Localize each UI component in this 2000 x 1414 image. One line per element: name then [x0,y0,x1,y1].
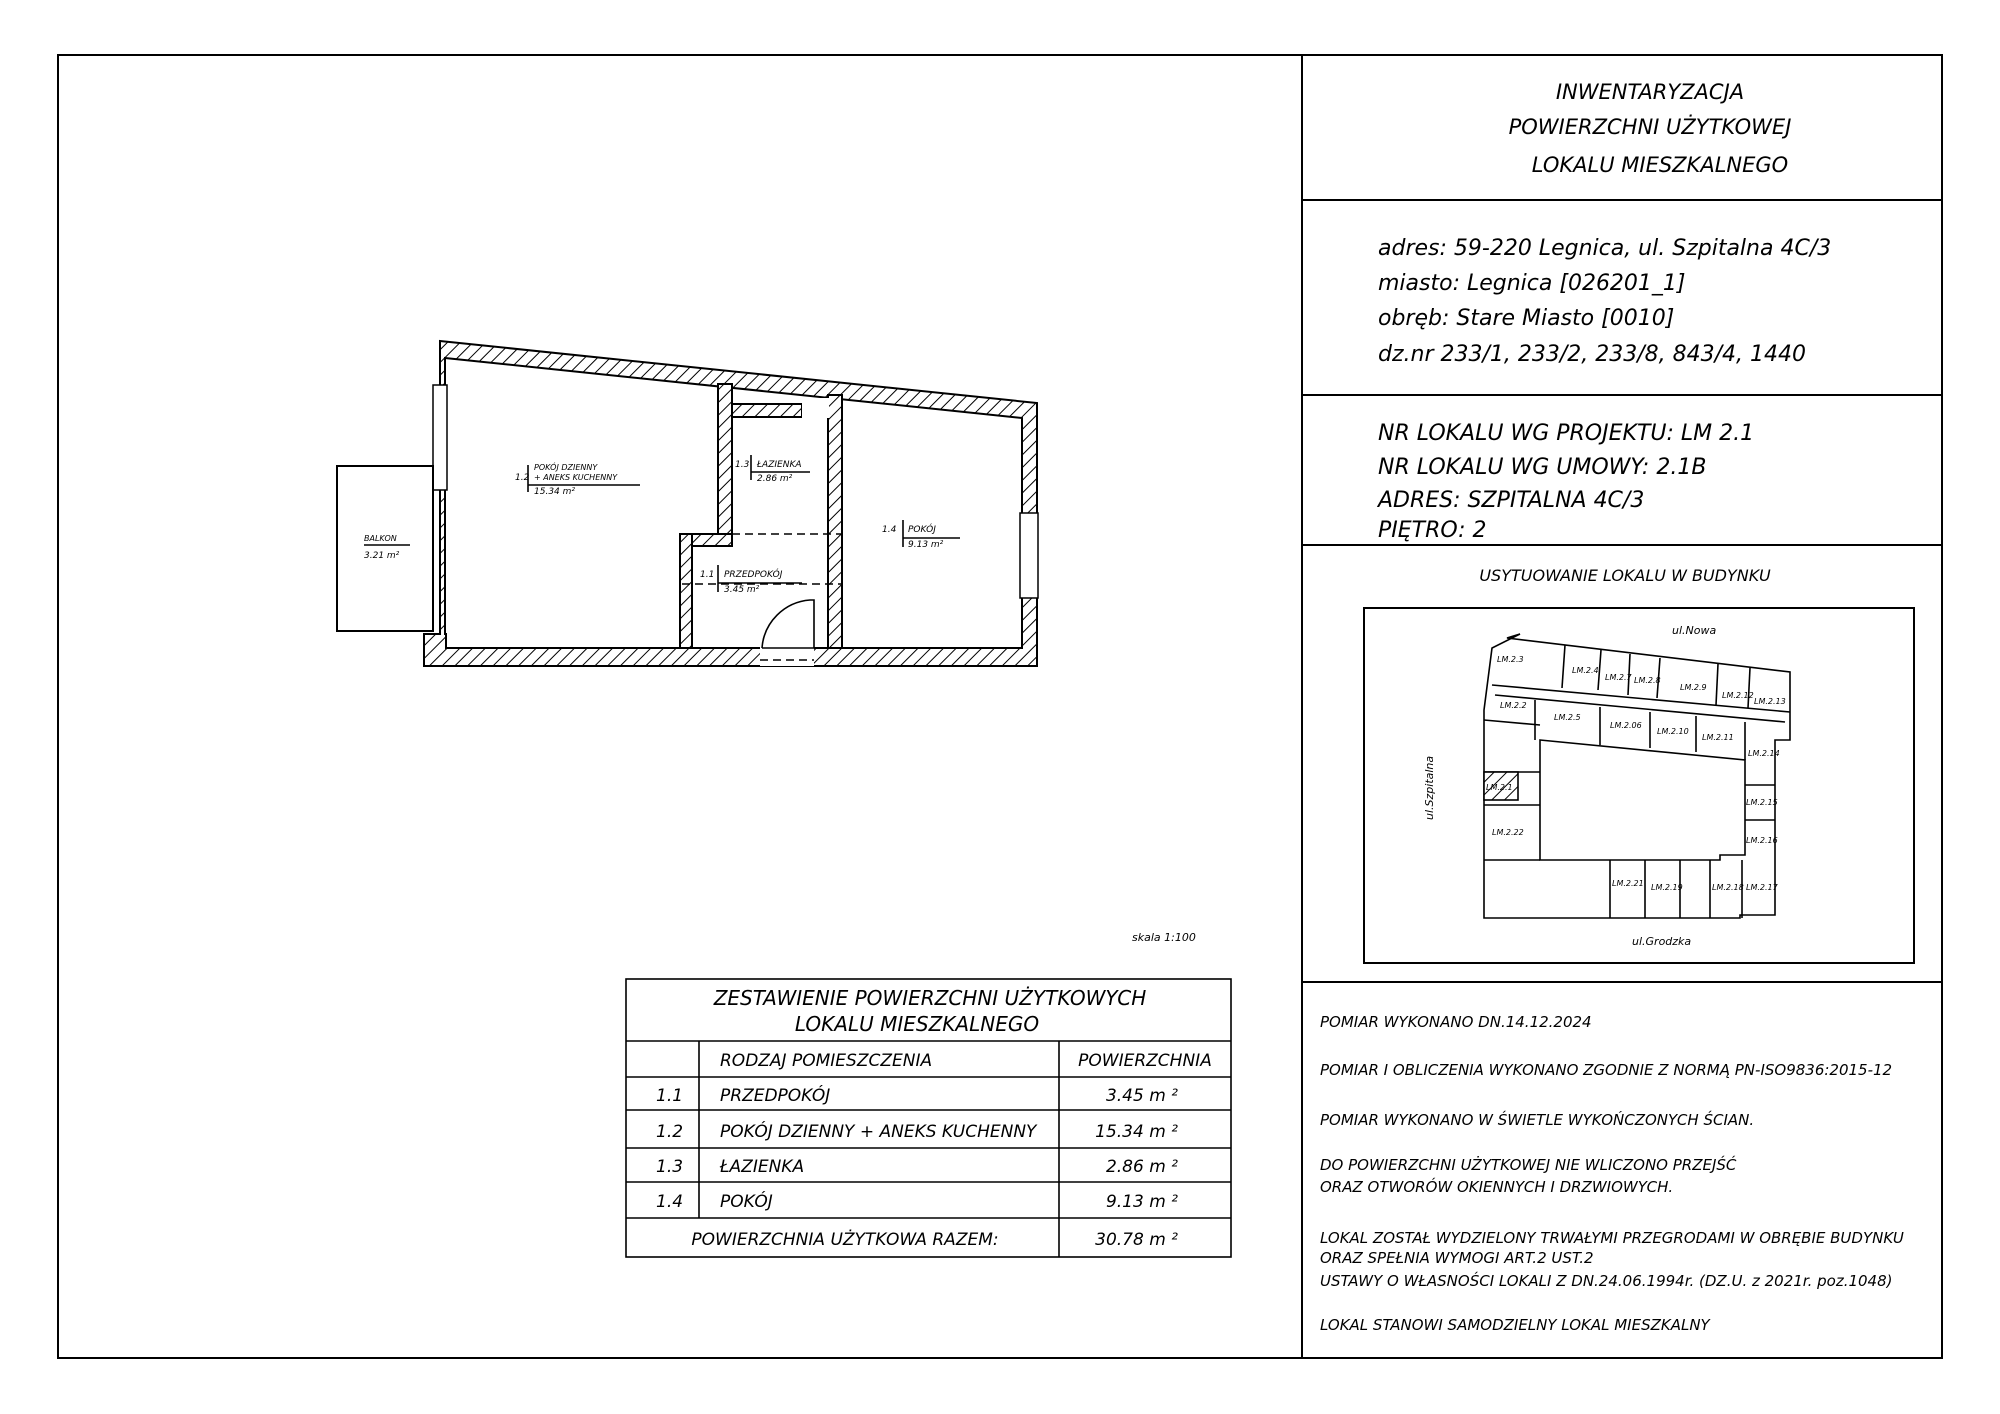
site-unit-label: LM.2.19 [1651,883,1683,892]
table-row [656,1084,1178,1106]
address-line: adres: 59-220 Legnica, ul. Szpitalna 4C/3 [1378,236,1832,261]
entry-door-gap [760,646,814,666]
row-name: POKÓJ [720,1192,773,1212]
room-name: + ANEKS KUCHENNY [534,473,618,482]
room-number: 1.2 [515,473,530,483]
site-unit-label: LM.2.11 [1702,733,1734,742]
site-unit-label: LM.2.15 [1746,798,1778,807]
row-number: 1.4 [656,1192,684,1212]
room-name: PRZEDPOKÓJ [724,570,783,580]
balcony-name: BALKON [364,534,397,543]
row-number: 1.3 [656,1157,684,1177]
balcony [337,466,433,631]
site-unit-label: LM.2.21 [1612,879,1644,888]
site-unit-label: LM.2.7 [1605,673,1632,682]
row-number: 1.1 [656,1086,684,1106]
location-title: USYTUOWANIE LOKALU W BUDYNKU [1479,566,1771,585]
room-name: POKÓJ [908,525,936,535]
street-south: ul.Grodzka [1632,935,1692,948]
site-unit-label: LM.2.16 [1746,836,1778,845]
row-area: 2.86 m ² [1105,1157,1178,1177]
room-label-1-1 [700,565,802,595]
site-unit-label: LM.2.13 [1754,697,1786,706]
table-row [656,1190,1178,1212]
note-line: LOKAL STANOWI SAMODZIELNY LOKAL MIESZKALNY [1320,1316,1710,1334]
note-line: POMIAR WYKONANO W ŚWIETLE WYKOŃCZONYCH ŚCIAN. [1320,1111,1755,1129]
room-area: 2.86 m² [757,474,793,484]
site-unit-label: LM.2.14 [1748,749,1780,758]
unit-info-line: NR LOKALU WG UMOWY: 2.1B [1378,455,1707,480]
street-west: ul.Szpitalna [1423,755,1436,820]
window [1020,513,1038,598]
title-line: POWIERZCHNI UŻYTKOWEJ [1508,115,1792,139]
balcony-area: 3.21 m² [364,551,400,561]
site-unit-label: LM.2.22 [1492,828,1524,837]
site-plan-frame [1364,608,1914,963]
street-north: ul.Nowa [1672,624,1717,637]
header-room-type: RODZAJ POMIESZCZENIA [720,1051,933,1071]
row-number: 1.2 [656,1122,684,1142]
room-name: POKÓJ DZIENNY [534,463,598,472]
note-line: ORAZ OTWORÓW OKIENNYCH I DRZWIOWYCH. [1320,1178,1674,1196]
address-block [1378,236,1831,367]
address-line: dz.nr 233/1, 233/2, 233/8, 843/4, 1440 [1378,342,1807,367]
room-area: 15.34 m² [534,487,576,497]
site-unit-label: LM.2.2 [1500,701,1527,710]
note-line: ORAZ SPEŁNIA WYMOGI ART.2 UST.2 [1320,1249,1594,1267]
note-line: DO POWIERZCHNI UŻYTKOWEJ NIE WLICZONO PRZEJŚĆ [1320,1156,1737,1174]
row-area: 9.13 m ² [1105,1192,1178,1212]
room-number: 1.1 [700,570,715,580]
entry-door [762,600,814,648]
window [433,385,447,490]
unit-info-line: NR LOKALU WG PROJEKTU: LM 2.1 [1378,421,1755,446]
room-label-1-3 [735,455,810,484]
row-area: 15.34 m ² [1095,1122,1178,1142]
table-title: LOKALU MIESZKALNEGO [794,1012,1040,1036]
area-table [626,979,1231,1257]
unit-info-line: ADRES: SZPITALNA 4C/3 [1378,488,1645,513]
partition-wall [828,395,842,648]
title-line: INWENTARYZACJA [1555,80,1745,104]
partition-wall [680,534,692,648]
notes-block [1320,1013,1904,1334]
table-row [656,1157,1178,1177]
floor-plan [337,341,1196,944]
courtyard-outline [1540,740,1745,860]
site-unit-label: LM.2.5 [1554,713,1581,722]
scale-label: skala 1:100 [1132,931,1196,944]
site-unit-label: LM.2.4 [1572,666,1599,675]
room-label-1-2 [515,461,640,497]
table-title: ZESTAWIENIE POWIERZCHNI UŻYTKOWYCH [713,986,1147,1010]
site-unit-label: LM.2.06 [1610,721,1642,730]
site-plan [1423,624,1790,948]
total-label: POWIERZCHNIA UŻYTKOWA RAZEM: [691,1230,999,1250]
total-value: 30.78 m ² [1095,1230,1178,1250]
room-area: 3.45 m² [724,585,760,595]
site-unit-label: LM.2.9 [1680,683,1707,692]
room-number: 1.4 [882,525,897,535]
note-line: POMIAR I OBLICZENIA WYKONANO ZGODNIE Z NORMĄ PN-ISO9836:2015-12 [1320,1061,1893,1079]
site-unit-label: LM.2.12 [1722,691,1754,700]
row-name: ŁAZIENKA [720,1157,805,1177]
site-unit-label: LM.2.18 [1712,883,1744,892]
table-row [656,1120,1178,1142]
site-unit-label: LM.2.1 [1486,783,1513,792]
room-label-1-4 [882,520,960,550]
title-line: LOKALU MIESZKALNEGO [1531,153,1789,177]
room-name: ŁAZIENKA [757,460,802,470]
note-line: POMIAR WYKONANO DN.14.12.2024 [1320,1013,1592,1031]
site-unit-label: LM.2.17 [1746,883,1778,892]
room-area: 9.13 m² [908,540,944,550]
note-line: USTAWY O WŁASNOŚCI LOKALI Z DN.24.06.1994r. (DZ.U. z 2021r. poz.1048) [1320,1272,1893,1290]
balcony-label [364,534,410,561]
header-area: POWIERZCHNIA [1078,1051,1212,1071]
door-opening [802,398,829,418]
partition-wall [718,384,732,534]
title-text [1509,80,1792,177]
row-name: POKÓJ DZIENNY + ANEKS KUCHENNY [720,1122,1037,1142]
address-line: obręb: Stare Miasto [0010] [1378,306,1675,331]
row-name: PRZEDPOKÓJ [720,1086,831,1106]
site-unit-label: LM.2.3 [1497,655,1524,664]
partition-wall [732,404,802,417]
site-unit-labels [1486,655,1786,892]
note-line: LOKAL ZOSTAŁ WYDZIELONY TRWAŁYMI PRZEGRODAMI W OBRĘBIE BUDYNKU [1320,1229,1904,1247]
site-unit-label: LM.2.8 [1634,676,1661,685]
row-area: 3.45 m ² [1105,1086,1178,1106]
unit-info-line: PIĘTRO: 2 [1378,518,1487,543]
room-number: 1.3 [735,460,750,470]
address-line: miasto: Legnica [026201_1] [1378,271,1686,296]
unit-info-block [1376,421,1754,543]
site-unit-label: LM.2.10 [1657,727,1689,736]
